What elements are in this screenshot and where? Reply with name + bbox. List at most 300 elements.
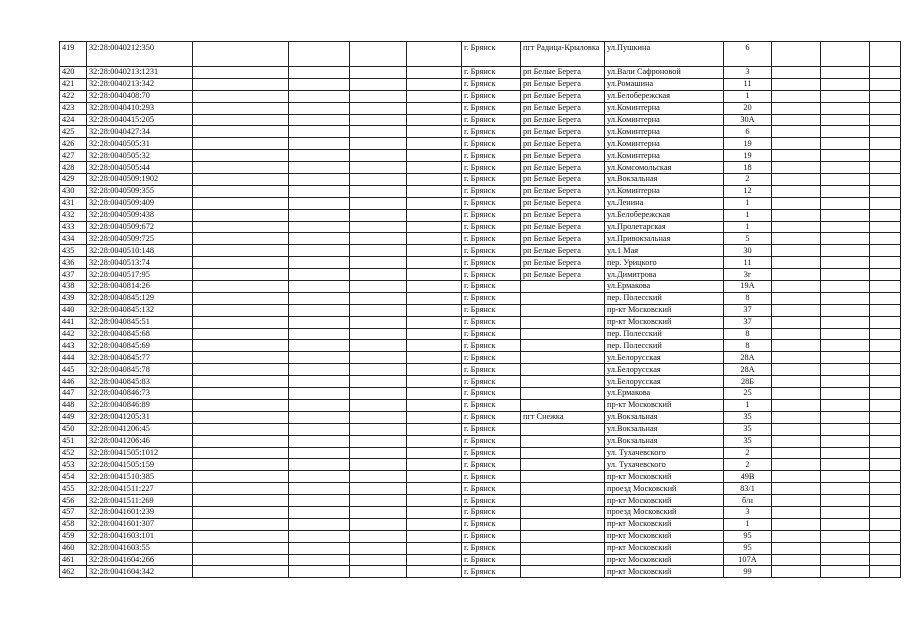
row-number-cell: 433: [60, 221, 87, 233]
row-number-cell: 444: [60, 352, 87, 364]
empty-cell: [193, 67, 289, 79]
empty-cell: [193, 411, 289, 423]
empty-cell: [350, 328, 407, 340]
empty-cell: [193, 102, 289, 114]
empty-cell: [870, 530, 901, 542]
street-cell: пр-кт Московский: [605, 316, 724, 328]
table-row: [60, 90, 901, 102]
empty-cell: [772, 78, 821, 90]
empty-cell: [193, 304, 289, 316]
cadastral-number-cell: 32:28:0041604:266: [87, 554, 193, 566]
empty-cell: [350, 90, 407, 102]
cadastral-number-cell: 32:28:0040845:77: [87, 352, 193, 364]
table-row: [60, 530, 901, 542]
street-cell: проезд Московский: [605, 506, 724, 518]
empty-cell: [193, 530, 289, 542]
table-row: [60, 495, 901, 507]
row-number-cell: 430: [60, 185, 87, 197]
table-row: [60, 42, 901, 67]
empty-cell: [350, 221, 407, 233]
cadastral-number-cell: 32:28:0040845:69: [87, 340, 193, 352]
empty-cell: [772, 506, 821, 518]
empty-cell: [821, 257, 870, 269]
empty-cell: [407, 483, 462, 495]
house-number-cell: 11: [724, 257, 772, 269]
empty-cell: [350, 102, 407, 114]
cadastral-number-cell: 32:28:0040213:1231: [87, 67, 193, 79]
settlement-cell: [521, 459, 605, 471]
empty-cell: [289, 471, 350, 483]
empty-cell: [407, 304, 462, 316]
empty-cell: [407, 435, 462, 447]
empty-cell: [772, 340, 821, 352]
empty-cell: [407, 197, 462, 209]
empty-cell: [350, 316, 407, 328]
empty-cell: [350, 483, 407, 495]
table-row: [60, 506, 901, 518]
empty-cell: [821, 209, 870, 221]
street-cell: ул.Комсомольская: [605, 162, 724, 174]
empty-cell: [350, 150, 407, 162]
empty-cell: [193, 352, 289, 364]
empty-cell: [289, 90, 350, 102]
empty-cell: [350, 257, 407, 269]
empty-cell: [870, 518, 901, 530]
empty-cell: [407, 376, 462, 388]
empty-cell: [772, 114, 821, 126]
city-cell: г. Брянск: [462, 316, 521, 328]
empty-cell: [772, 174, 821, 186]
street-cell: ул. Тухачевского: [605, 447, 724, 459]
row-number-cell: 451: [60, 435, 87, 447]
cadastral-number-cell: 32:28:0040415:205: [87, 114, 193, 126]
cadastral-number-cell: 32:28:0040845:132: [87, 304, 193, 316]
empty-cell: [350, 281, 407, 293]
empty-cell: [193, 495, 289, 507]
city-cell: г. Брянск: [462, 126, 521, 138]
empty-cell: [350, 197, 407, 209]
empty-cell: [407, 209, 462, 221]
settlement-cell: [521, 447, 605, 459]
empty-cell: [193, 554, 289, 566]
settlement-cell: [521, 352, 605, 364]
table-row: [60, 388, 901, 400]
street-cell: ул.Коминтерна: [605, 185, 724, 197]
empty-cell: [821, 174, 870, 186]
table-row: [60, 292, 901, 304]
empty-cell: [821, 364, 870, 376]
empty-cell: [289, 162, 350, 174]
empty-cell: [870, 233, 901, 245]
empty-cell: [772, 471, 821, 483]
house-number-cell: 18: [724, 162, 772, 174]
empty-cell: [407, 459, 462, 471]
empty-cell: [193, 221, 289, 233]
settlement-cell: рп Белые Берега: [521, 78, 605, 90]
empty-cell: [870, 554, 901, 566]
empty-cell: [821, 245, 870, 257]
empty-cell: [350, 209, 407, 221]
empty-cell: [350, 269, 407, 281]
street-cell: ул.Коминтерна: [605, 102, 724, 114]
cadastral-number-cell: 32:28:0041206:45: [87, 423, 193, 435]
street-cell: пр-кт Московский: [605, 542, 724, 554]
empty-cell: [289, 292, 350, 304]
empty-cell: [772, 197, 821, 209]
house-number-cell: 19: [724, 138, 772, 150]
empty-cell: [289, 447, 350, 459]
settlement-cell: [521, 495, 605, 507]
cadastral-number-cell: 32:28:0040509:672: [87, 221, 193, 233]
house-number-cell: 12: [724, 185, 772, 197]
empty-cell: [772, 459, 821, 471]
cadastral-number-cell: 32:28:0040845:51: [87, 316, 193, 328]
empty-cell: [772, 281, 821, 293]
settlement-cell: пгт Снежка: [521, 411, 605, 423]
house-number-cell: 95: [724, 530, 772, 542]
empty-cell: [870, 221, 901, 233]
empty-cell: [193, 150, 289, 162]
house-number-cell: 1: [724, 221, 772, 233]
street-cell: ул.Коминтерна: [605, 150, 724, 162]
settlement-cell: [521, 316, 605, 328]
empty-cell: [821, 316, 870, 328]
empty-cell: [193, 388, 289, 400]
table-row: [60, 423, 901, 435]
empty-cell: [289, 67, 350, 79]
empty-cell: [407, 352, 462, 364]
empty-cell: [350, 388, 407, 400]
cadastral-number-cell: 32:28:0041603:55: [87, 542, 193, 554]
settlement-cell: рп Белые Берега: [521, 90, 605, 102]
empty-cell: [772, 233, 821, 245]
empty-cell: [870, 281, 901, 293]
settlement-cell: рп Белые Берега: [521, 233, 605, 245]
empty-cell: [407, 518, 462, 530]
empty-cell: [821, 447, 870, 459]
empty-cell: [193, 162, 289, 174]
row-number-cell: 453: [60, 459, 87, 471]
empty-cell: [407, 364, 462, 376]
empty-cell: [407, 399, 462, 411]
table-row: [60, 352, 901, 364]
table-row: [60, 78, 901, 90]
empty-cell: [289, 102, 350, 114]
settlement-cell: [521, 423, 605, 435]
street-cell: ул.Белорусская: [605, 376, 724, 388]
empty-cell: [407, 174, 462, 186]
empty-cell: [821, 150, 870, 162]
row-number-cell: 460: [60, 542, 87, 554]
empty-cell: [821, 42, 870, 67]
cadastral-number-cell: 32:28:0041505:159: [87, 459, 193, 471]
city-cell: г. Брянск: [462, 566, 521, 578]
street-cell: ул.Вокзальная: [605, 423, 724, 435]
table-row: [60, 340, 901, 352]
empty-cell: [407, 138, 462, 150]
empty-cell: [870, 197, 901, 209]
empty-cell: [407, 233, 462, 245]
empty-cell: [870, 269, 901, 281]
empty-cell: [772, 162, 821, 174]
empty-cell: [772, 566, 821, 578]
city-cell: г. Брянск: [462, 197, 521, 209]
empty-cell: [407, 102, 462, 114]
city-cell: г. Брянск: [462, 459, 521, 471]
street-cell: пр-кт Московский: [605, 495, 724, 507]
empty-cell: [289, 316, 350, 328]
cadastral-number-cell: 32:28:0040505:31: [87, 138, 193, 150]
empty-cell: [870, 411, 901, 423]
empty-cell: [870, 138, 901, 150]
empty-cell: [772, 518, 821, 530]
table-row: [60, 281, 901, 293]
house-number-cell: 2: [724, 447, 772, 459]
house-number-cell: 30А: [724, 114, 772, 126]
empty-cell: [821, 471, 870, 483]
table-row: [60, 316, 901, 328]
empty-cell: [289, 328, 350, 340]
street-cell: ул.Ленина: [605, 197, 724, 209]
row-number-cell: 436: [60, 257, 87, 269]
row-number-cell: 420: [60, 67, 87, 79]
table-row: [60, 566, 901, 578]
table-row: [60, 376, 901, 388]
table-row: [60, 221, 901, 233]
empty-cell: [821, 399, 870, 411]
empty-cell: [870, 42, 901, 67]
empty-cell: [772, 495, 821, 507]
house-number-cell: 11: [724, 78, 772, 90]
table-row: [60, 471, 901, 483]
empty-cell: [407, 554, 462, 566]
empty-cell: [350, 42, 407, 67]
empty-cell: [772, 554, 821, 566]
house-number-cell: 1: [724, 209, 772, 221]
table-row: [60, 269, 901, 281]
cadastral-number-cell: 32:28:0040505:44: [87, 162, 193, 174]
city-cell: г. Брянск: [462, 423, 521, 435]
house-number-cell: 2: [724, 459, 772, 471]
house-number-cell: 3: [724, 67, 772, 79]
row-number-cell: 439: [60, 292, 87, 304]
empty-cell: [193, 459, 289, 471]
empty-cell: [870, 542, 901, 554]
settlement-cell: [521, 376, 605, 388]
empty-cell: [193, 376, 289, 388]
empty-cell: [821, 423, 870, 435]
empty-cell: [821, 102, 870, 114]
street-cell: пр-кт Московский: [605, 566, 724, 578]
empty-cell: [407, 67, 462, 79]
empty-cell: [350, 138, 407, 150]
table-body: [60, 42, 901, 578]
empty-cell: [870, 150, 901, 162]
street-cell: ул.Ермакова: [605, 388, 724, 400]
empty-cell: [407, 542, 462, 554]
settlement-cell: рп Белые Берега: [521, 114, 605, 126]
cadastral-number-cell: 32:28:0040845:129: [87, 292, 193, 304]
house-number-cell: 19: [724, 150, 772, 162]
street-cell: ул.Белобережская: [605, 90, 724, 102]
street-cell: ул.Ромашина: [605, 78, 724, 90]
street-cell: ул.Привокзальная: [605, 233, 724, 245]
empty-cell: [193, 90, 289, 102]
empty-cell: [821, 530, 870, 542]
document-table: [59, 41, 901, 578]
city-cell: г. Брянск: [462, 257, 521, 269]
empty-cell: [350, 245, 407, 257]
table-row: [60, 245, 901, 257]
empty-cell: [407, 340, 462, 352]
empty-cell: [350, 364, 407, 376]
empty-cell: [289, 566, 350, 578]
empty-cell: [193, 42, 289, 67]
empty-cell: [289, 174, 350, 186]
empty-cell: [407, 126, 462, 138]
empty-cell: [870, 364, 901, 376]
cadastral-number-cell: 32:28:0040509:438: [87, 209, 193, 221]
empty-cell: [193, 233, 289, 245]
empty-cell: [350, 459, 407, 471]
empty-cell: [289, 304, 350, 316]
empty-cell: [193, 78, 289, 90]
settlement-cell: [521, 530, 605, 542]
empty-cell: [821, 269, 870, 281]
empty-cell: [870, 185, 901, 197]
empty-cell: [870, 78, 901, 90]
city-cell: г. Брянск: [462, 554, 521, 566]
city-cell: г. Брянск: [462, 221, 521, 233]
empty-cell: [407, 162, 462, 174]
empty-cell: [772, 245, 821, 257]
empty-cell: [821, 292, 870, 304]
table-row: [60, 554, 901, 566]
cadastral-number-cell: 32:28:0040509:725: [87, 233, 193, 245]
row-number-cell: 452: [60, 447, 87, 459]
empty-cell: [821, 518, 870, 530]
empty-cell: [193, 506, 289, 518]
empty-cell: [772, 435, 821, 447]
empty-cell: [407, 90, 462, 102]
empty-cell: [772, 42, 821, 67]
settlement-cell: [521, 364, 605, 376]
house-number-cell: 8: [724, 340, 772, 352]
empty-cell: [289, 388, 350, 400]
empty-cell: [772, 316, 821, 328]
empty-cell: [772, 90, 821, 102]
empty-cell: [407, 42, 462, 67]
empty-cell: [350, 352, 407, 364]
table-row: [60, 197, 901, 209]
cadastral-number-cell: 32:28:0040845:68: [87, 328, 193, 340]
cadastral-number-cell: 32:28:0040845:78: [87, 364, 193, 376]
house-number-cell: 83/1: [724, 483, 772, 495]
empty-cell: [870, 376, 901, 388]
empty-cell: [407, 78, 462, 90]
empty-cell: [289, 399, 350, 411]
empty-cell: [870, 174, 901, 186]
settlement-cell: рп Белые Берега: [521, 67, 605, 79]
house-number-cell: 2: [724, 174, 772, 186]
empty-cell: [350, 423, 407, 435]
table-row: [60, 67, 901, 79]
house-number-cell: 3г: [724, 269, 772, 281]
empty-cell: [772, 399, 821, 411]
empty-cell: [407, 423, 462, 435]
empty-cell: [193, 245, 289, 257]
empty-cell: [772, 221, 821, 233]
empty-cell: [772, 257, 821, 269]
settlement-cell: рп Белые Берега: [521, 209, 605, 221]
cadastral-number-cell: 32:28:0040408:70: [87, 90, 193, 102]
empty-cell: [407, 221, 462, 233]
house-number-cell: 1: [724, 399, 772, 411]
empty-cell: [193, 447, 289, 459]
empty-cell: [289, 506, 350, 518]
cadastral-number-cell: 32:28:0041603:101: [87, 530, 193, 542]
empty-cell: [289, 257, 350, 269]
cadastral-number-cell: 32:28:0041511:227: [87, 483, 193, 495]
cadastral-number-cell: 32:28:0040846:89: [87, 399, 193, 411]
empty-cell: [289, 197, 350, 209]
row-number-cell: 447: [60, 388, 87, 400]
settlement-cell: рп Белые Берега: [521, 269, 605, 281]
street-cell: ул.Вали Сафроновой: [605, 67, 724, 79]
settlement-cell: пгт Радица-Крыловка: [521, 42, 605, 67]
house-number-cell: 1: [724, 90, 772, 102]
empty-cell: [772, 364, 821, 376]
house-number-cell: 107А: [724, 554, 772, 566]
house-number-cell: 5: [724, 233, 772, 245]
empty-cell: [821, 542, 870, 554]
street-cell: ул.Пролетарская: [605, 221, 724, 233]
empty-cell: [870, 292, 901, 304]
empty-cell: [821, 185, 870, 197]
empty-cell: [407, 495, 462, 507]
empty-cell: [870, 114, 901, 126]
row-number-cell: 458: [60, 518, 87, 530]
row-number-cell: 446: [60, 376, 87, 388]
settlement-cell: рп Белые Берега: [521, 102, 605, 114]
house-number-cell: 8: [724, 292, 772, 304]
settlement-cell: [521, 399, 605, 411]
row-number-cell: 428: [60, 162, 87, 174]
city-cell: г. Брянск: [462, 471, 521, 483]
empty-cell: [821, 126, 870, 138]
street-cell: пр-кт Московский: [605, 518, 724, 530]
house-number-cell: 8: [724, 328, 772, 340]
settlement-cell: [521, 328, 605, 340]
house-number-cell: 35: [724, 411, 772, 423]
row-number-cell: 455: [60, 483, 87, 495]
empty-cell: [821, 483, 870, 495]
settlement-cell: [521, 506, 605, 518]
empty-cell: [193, 257, 289, 269]
empty-cell: [350, 376, 407, 388]
empty-cell: [772, 483, 821, 495]
settlement-cell: [521, 388, 605, 400]
street-cell: ул.Коминтерна: [605, 138, 724, 150]
cadastral-number-cell: 32:28:0040845:83: [87, 376, 193, 388]
settlement-cell: рп Белые Берега: [521, 162, 605, 174]
cadastral-number-cell: 32:28:0040505:32: [87, 150, 193, 162]
empty-cell: [193, 435, 289, 447]
empty-cell: [821, 340, 870, 352]
empty-cell: [407, 471, 462, 483]
empty-cell: [407, 281, 462, 293]
row-number-cell: 426: [60, 138, 87, 150]
